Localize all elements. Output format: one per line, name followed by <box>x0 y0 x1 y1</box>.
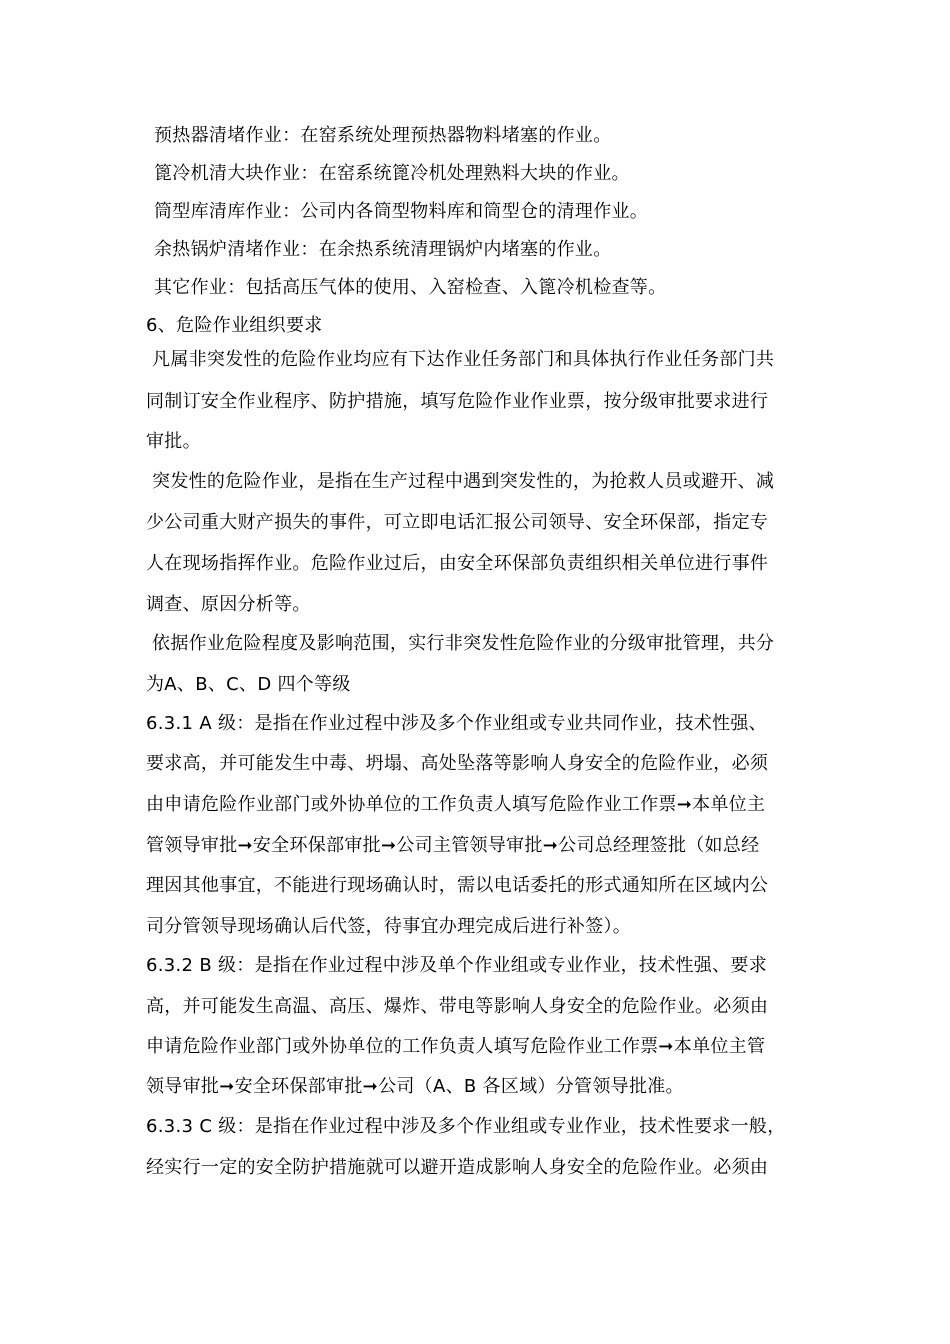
text-line: 同制订安全作业程序、防护措施，填写危险作业作业票，按分级审批要求进行 <box>146 391 769 412</box>
text-line: 突发性的危险作业，是指在生产过程中遇到突发性的，为抢救人员或避开、减 <box>146 471 775 492</box>
text-line: 高，并可能发生高温、高压、爆炸、带电等影响人身安全的危险作业。必须由 <box>146 996 769 1017</box>
text-line: 理因其他事宜，不能进行现场确认时，需以电话委托的形式通知所在区域内公 <box>146 875 769 896</box>
text-line: 少公司重大财产损失的事件，可立即电话汇报公司领导、安全环保部，指定专 <box>146 512 769 533</box>
text-line: 篦冷机清大块作业：在窑系统篦冷机处理熟料大块的作业。 <box>154 163 630 184</box>
text-line: 领导审批➞安全环保部审批➞公司（A、B 各区域）分管领导批准。 <box>146 1076 684 1097</box>
section-heading: 6、危险作业组织要求 <box>146 315 323 336</box>
text-line: 预热器清堵作业：在窑系统处理预热器物料堵塞的作业。 <box>154 125 612 146</box>
text-line: 申请危险作业部门或外协单位的工作负责人填写危险作业工作票➞本单位主管 <box>146 1036 766 1057</box>
text-line: 要求高，并可能发生中毒、坍塌、高处坠落等影响人身安全的危险作业，必须 <box>146 753 769 774</box>
text-line: 调查、原因分析等。 <box>146 594 311 615</box>
text-line: 依据作业危险程度及影响范围，实行非突发性危险作业的分级审批管理，共分 <box>146 633 775 654</box>
text-line: 经实行一定的安全防护措施就可以避开造成影响人身安全的危险作业。必须由 <box>146 1157 769 1178</box>
text-line: 6.3.3 C 级：是指在作业过程中涉及多个作业组或专业作业，技术性要求一般， <box>146 1116 786 1137</box>
text-line: 凡属非突发性的危险作业均应有下达作业任务部门和具体执行作业任务部门共 <box>146 349 775 370</box>
text-line: 管领导审批➞安全环保部审批➞公司主管领导审批➞公司总经理签批（如总经 <box>146 835 760 856</box>
text-line: 其它作业：包括高压气体的使用、入窑检查、入篦冷机检查等。 <box>154 277 667 298</box>
text-line: 由申请危险作业部门或外协单位的工作负责人填写危险作业工作票➞本单位主 <box>146 794 766 815</box>
text-line: 司分管领导现场确认后代签，待事宜办理完成后进行补签）。 <box>146 916 632 937</box>
text-line: 筒型库清库作业：公司内各筒型物料库和筒型仓的清理作业。 <box>154 201 649 222</box>
text-line: 6.3.2 B 级：是指在作业过程中涉及单个作业组或专业作业，技术性强、要求 <box>146 955 767 976</box>
text-line: 人在现场指挥作业。危险作业过后，由安全环保部负责组织相关单位进行事件 <box>146 553 769 574</box>
text-line: 6.3.1 A 级：是指在作业过程中涉及多个作业组或专业共同作业，技术性强、 <box>146 713 767 734</box>
text-line: 为A、B、C、D 四个等级 <box>146 674 351 695</box>
text-line: 审批。 <box>146 431 201 452</box>
text-line: 余热锅炉清堵作业：在余热系统清理锅炉内堵塞的作业。 <box>154 239 612 260</box>
